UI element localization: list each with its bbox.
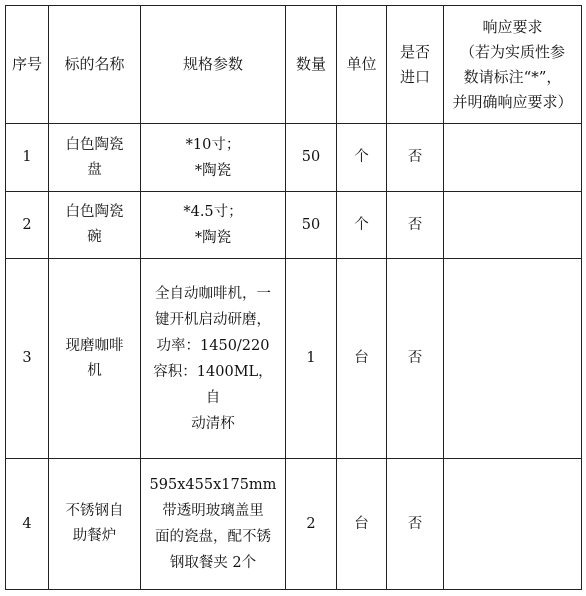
cell-unit: 台 [337, 259, 387, 459]
cell-name: 白色陶瓷 碗 [49, 192, 141, 259]
cell-name: 现磨咖啡 机 [49, 259, 141, 459]
header-imported: 是否 进口 [387, 6, 444, 124]
cell-qty: 1 [286, 259, 337, 459]
cell-unit: 个 [337, 124, 387, 192]
cell-spec: *10寸； *陶瓷 [141, 124, 286, 192]
header-seq: 序号 [6, 6, 49, 124]
cell-seq: 2 [6, 192, 49, 259]
cell-unit: 台 [337, 459, 387, 590]
cell-name: 不锈钢自 助餐炉 [49, 459, 141, 590]
procurement-table [5, 5, 582, 590]
cell-imported: 否 [387, 459, 444, 590]
cell-seq: 4 [6, 459, 49, 590]
cell-response [444, 459, 582, 590]
cell-imported: 否 [387, 192, 444, 259]
cell-response [444, 124, 582, 192]
cell-imported: 否 [387, 259, 444, 459]
header-unit: 单位 [337, 6, 387, 124]
cell-qty: 50 [286, 124, 337, 192]
cell-spec: 595x455x175mm 带透明玻璃盖里 面的瓷盘，配不锈 钢取餐夹 2个 [141, 459, 286, 590]
cell-spec: *4.5寸； *陶瓷 [141, 192, 286, 259]
table-row [6, 192, 582, 259]
cell-imported: 否 [387, 124, 444, 192]
table-row [6, 459, 582, 590]
header-name: 标的名称 [49, 6, 141, 124]
cell-spec: 全自动咖啡机，一 键开机启动研磨， 功率：1450/220 容积：1400ML，自 动清杯 [141, 259, 286, 459]
header-row [6, 6, 582, 124]
cell-qty: 2 [286, 459, 337, 590]
cell-qty: 50 [286, 192, 337, 259]
cell-name: 白色陶瓷 盘 [49, 124, 141, 192]
table-row [6, 124, 582, 192]
table-row [6, 259, 582, 459]
header-response: 响应要求 （若为实质性参 数请标注“*”， 并明确响应要求） [444, 6, 582, 124]
header-qty: 数量 [286, 6, 337, 124]
cell-response [444, 259, 582, 459]
cell-seq: 3 [6, 259, 49, 459]
header-spec: 规格参数 [141, 6, 286, 124]
cell-seq: 1 [6, 124, 49, 192]
cell-unit: 个 [337, 192, 387, 259]
cell-response [444, 192, 582, 259]
